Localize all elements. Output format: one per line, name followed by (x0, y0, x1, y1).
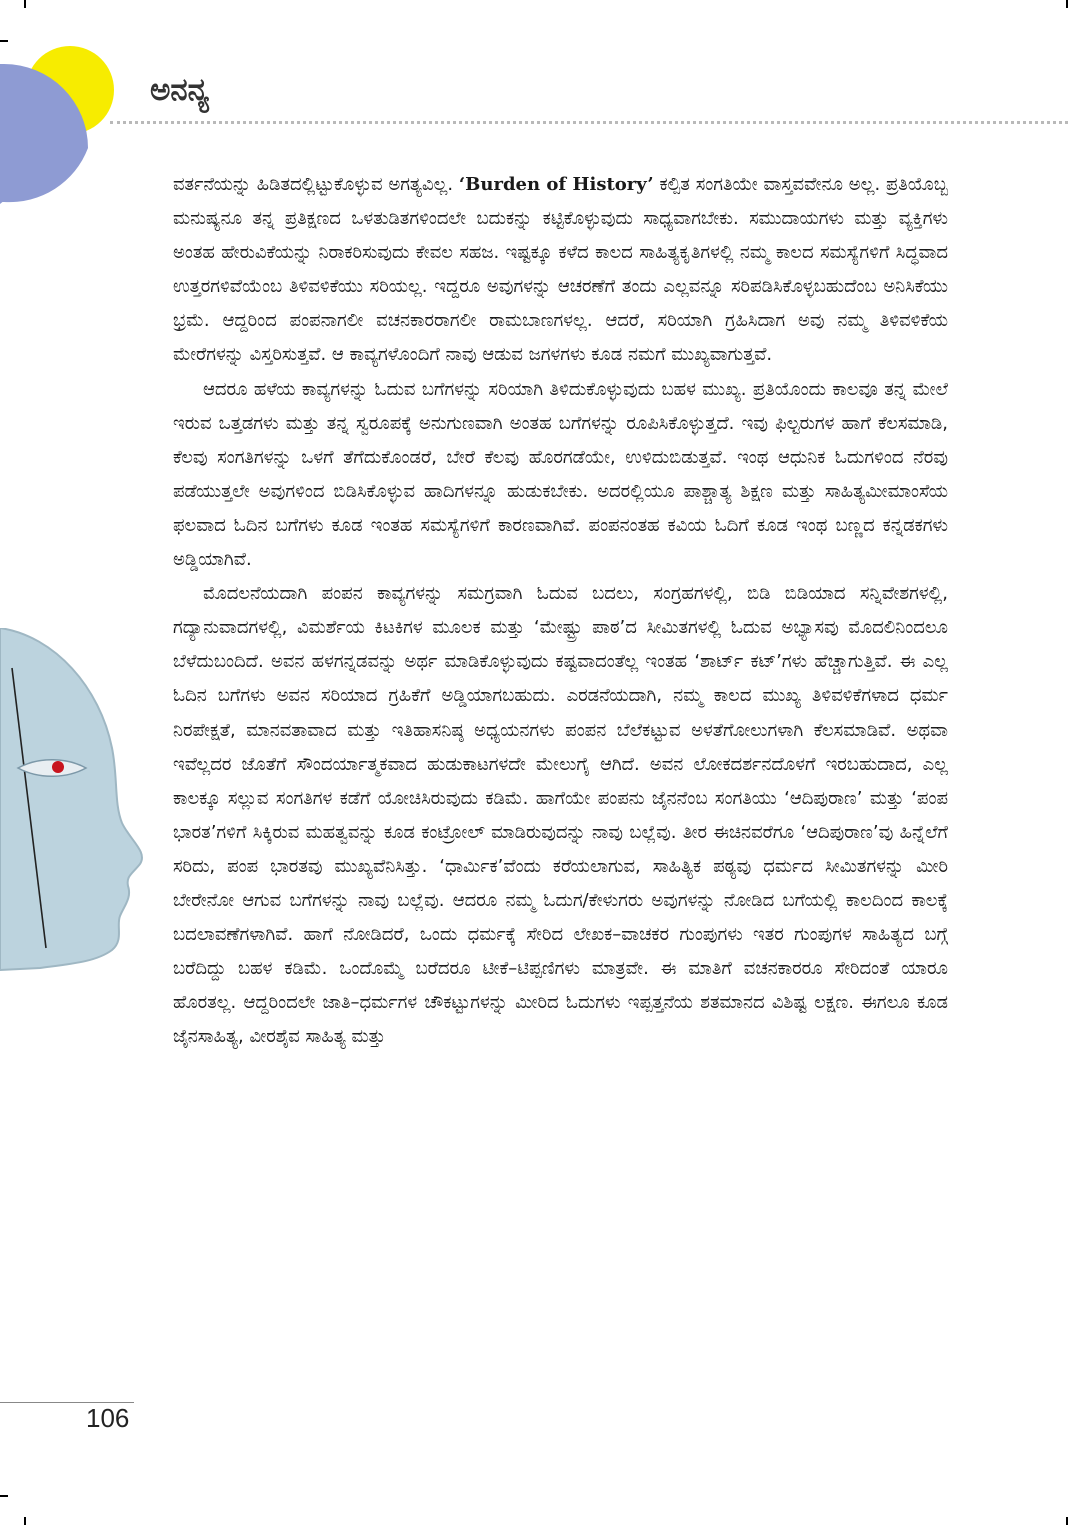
paragraph-3: ಮೊದಲನೆಯದಾಗಿ ಪಂಪನ ಕಾವ್ಯಗಳನ್ನು ಸಮಗ್ರವಾಗಿ ಓದುವ ಬದಲು, ಸಂಗ್ರಹಗಳಲ್ಲಿ, ಬಿಡಿ ಬಿಡಿಯಾದ ಸನ್ನಿವೇಶಗಳಲ್ಲಿ, ಗದ್ಯಾನುವಾದಗಳಲ್ಲಿ, ವಿಮರ್ಶೆಯ ಕಿಟಕಿಗಳ ಮೂಲಕ ಮತ್ತು ‘ಮೇಷ್ಟ್ರು ಪಾಠ’ದ ಸೀಮಿತಗಳಲ್ಲಿ ಓದುವ ಅಭ್ಯಾಸವು ಮೊದಲಿನಿಂದಲೂ ಬೆಳೆದುಬಂದಿದೆ. ಅವನ ಹಳಗನ್ನಡವನ್ನು ಅರ್ಥ ಮಾಡಿಕೊಳ್ಳುವುದು ಕಷ್ಟವಾದಂತೆಲ್ಲ ಇಂತಹ ‘ಶಾರ್ಟ್ ಕಟ್’ಗಳು ಹೆಚ್ಚಾಗುತ್ತಿವೆ. ಈ ಎಲ್ಲ ಓದಿನ ಬಗೆಗಳು ಅವನ ಸರಿಯಾದ ಗ್ರಹಿಕೆಗೆ ಅಡ್ಡಿಯಾಗಬಹುದು. ಎರಡನೆಯದಾಗಿ, ನಮ್ಮ ಕಾಲದ ಮುಖ್ಯ ತಿಳಿವಳಿಕೆಗಳಾದ ಧರ್ಮ ನಿರಪೇಕ್ಷತೆ, ಮಾನವತಾವಾದ ಮತ್ತು ಇತಿಹಾಸನಿಷ್ಠ ಅಧ್ಯಯನಗಳು ಪಂಪನ ಬೆಲೆಕಟ್ಟುವ ಅಳತೆಗೋಲುಗಳಾಗಿ ಕೆಲಸಮಾಡಿವೆ. ಅಥವಾ ಇವೆಲ್ಲದರ ಜೊತೆಗೆ ಸೌಂದರ್ಯಾತ್ಮಕವಾದ ಹುಡುಕಾಟಗಳದೇ ಮೇಲುಗೈ ಆಗಿದೆ. ಅವನ ಲೋಕದರ್ಶನದೊಳಗೆ ಇರಬಹುದಾದ, ಎಲ್ಲ ಕಾಲಕ್ಕೂ ಸಲ್ಲುವ ಸಂಗತಿಗಳ ಕಡೆಗೆ ಯೋಚಿಸಿರುವುದು ಕಡಿಮೆ. ಹಾಗೆಯೇ ಪಂಪನು ಜೈನನೆಂಬ ಸಂಗತಿಯು ‘ಆದಿಪುರಾಣ’ ಮತ್ತು ‘ಪಂಪ ಭಾರತ’ಗಳಿಗೆ ಸಿಕ್ಕಿರುವ ಮಹತ್ವವನ್ನು ಕೂಡ ಕಂಟ್ರೋಲ್ ಮಾಡಿರುವುದನ್ನು ನಾವು ಬಲ್ಲೆವು. ತೀರ ಈಚಿನವರೆಗೂ ‘ಆದಿಪುರಾಣ’ವು ಹಿನ್ನೆಲೆಗೆ ಸರಿದು, ಪಂಪ ಭಾರತವು ಮುಖ್ಯವೆನಿಸಿತ್ತು. ‘ಧಾರ್ಮಿಕ’ವೆಂದು ಕರೆಯಲಾಗುವ, ಸಾಹಿತ್ಯಿಕ ಪಠ್ಯವು ಧರ್ಮದ ಸೀಮಿತಗಳನ್ನು ಮೀರಿ ಬೇರೇನೋ ಆಗುವ ಬಗೆಗಳನ್ನು ನಾವು ಬಲ್ಲೆವು. ಆದರೂ ನಮ್ಮ ಓದುಗ/ಕೇಳುಗರು ಅವುಗಳನ್ನು ನೋಡಿದ ಬಗೆಯಲ್ಲಿ ಕಾಲದಿಂದ ಕಾಲಕ್ಕೆ ಬದಲಾವಣೆಗಳಾಗಿವೆ. ಹಾಗೆ ನೋಡಿದರೆ, ಒಂದು ಧರ್ಮಕ್ಕೆ ಸೇರಿದ ಲೇಖಕ–ವಾಚಕರ ಗುಂಪುಗಳು ಇತರ ಗುಂಪುಗಳ ಸಾಹಿತ್ಯದ ಬಗ್ಗೆ ಬರೆದಿದ್ದು ಬಹಳ ಕಡಿಮೆ. ಒಂದೊಮ್ಮೆ ಬರೆದರೂ ಟೀಕೆ–ಟಿಪ್ಪಣಿಗಳು ಮಾತ್ರವೇ. ಈ ಮಾತಿಗೆ ವಚನಕಾರರೂ ಸೇರಿದಂತೆ ಯಾರೂ ಹೊರತಲ್ಲ. ಆದ್ದರಿಂದಲೇ ಜಾತಿ–ಧರ್ಮಗಳ ಚೌಕಟ್ಟುಗಳನ್ನು ಮೀರಿದ ಓದುಗಳು ಇಪ್ಪತ್ತನೆಯ ಶತಮಾನದ ವಿಶಿಷ್ಟ ಲಕ್ಷಣ. ಈಗಲೂ ಕೂಡ ಜೈನಸಾಹಿತ್ಯ, ವೀರಶೈವ ಸಾಹಿತ್ಯ ಮತ್ತು (173, 583, 949, 1048)
crop-mark-bottom-left (24, 1517, 26, 1525)
paragraph-1-rest: ಕಲ್ಪಿತ ಸಂಗತಿಯೇ ವಾಸ್ತವವೇನೂ ಅಲ್ಲ. ಪ್ರತಿಯೊಬ್ಬ ಮನುಷ್ಯನೂ ತನ್ನ ಪ್ರತಿಕ್ಷಣದ ಒಳತುಡಿತಗಳಿಂದಲೇ ಬದುಕನ್ನು ಕಟ್ಟಿಕೊಳ್ಳುವುದು ಸಾಧ್ಯವಾಗಬೇಕು. ಸಮುದಾಯಗಳು ಮತ್ತು ವ್ಯಕ್ತಿಗಳು ಅಂತಹ ಹೇರುವಿಕೆಯನ್ನು ನಿರಾಕರಿಸುವುದು ಕೇವಲ ಸಹಜ. ಇಷ್ಟಕ್ಕೂ ಕಳೆದ ಕಾಲದ ಸಾಹಿತ್ಯಕೃತಿಗಳಲ್ಲಿ ನಮ್ಮ ಕಾಲದ ಸಮಸ್ಯೆಗಳಿಗೆ ಸಿದ್ಧವಾದ ಉತ್ತರಗಳಿವೆಯೆಂಬ ತಿಳಿವಳಿಕೆಯು ಸರಿಯಲ್ಲ. ಇದ್ದರೂ ಅವುಗಳನ್ನು ಆಚರಣೆಗೆ ತಂದು ಎಲ್ಲವನ್ನೂ ಸರಿಪಡಿಸಿಕೊಳ್ಳಬಹುದೆಂಬ ಅನಿಸಿಕೆಯು ಭ್ರಮೆ. ಆದ್ದರಿಂದ ಪಂಪನಾಗಲೀ ವಚನಕಾರರಾಗಲೀ ರಾಮಬಾಣಗಳಲ್ಲ. ಆದರೆ, ಸರಿಯಾಗಿ ಗ್ರಹಿಸಿದಾಗ ಅವು ನಮ್ಮ ತಿಳಿವಳಿಕೆಯ ಮೇರೆಗಳನ್ನು ವಿಸ್ತರಿಸುತ್ತವೆ. ಆ ಕಾವ್ಯಗಳೊಂದಿಗೆ ನಾವು ಆಡುವ ಜಗಳಗಳು ಕೂಡ ನಮಗೆ ಮುಖ್ಯವಾಗುತ್ತವೆ. (173, 174, 949, 366)
crop-mark-left-lower (0, 1495, 8, 1497)
body-text (173, 168, 948, 1054)
header-dotted-rule (110, 121, 1068, 124)
crop-mark-bottom-right (1066, 1517, 1068, 1525)
head-silhouette (0, 628, 142, 970)
paragraph-1 (173, 168, 948, 373)
header-decoration (0, 40, 130, 250)
paragraph-2: ಆದರೂ ಹಳೆಯ ಕಾವ್ಯಗಳನ್ನು ಓದುವ ಬಗೆಗಳನ್ನು ಸರಿಯಾಗಿ ತಿಳಿದುಕೊಳ್ಳುವುದು ಬಹಳ ಮುಖ್ಯ. ಪ್ರತಿಯೊಂದು ಕಾಲವೂ ತನ್ನ ಮೇಲೆ ಇರುವ ಒತ್ತಡಗಳು ಮತ್ತು ತನ್ನ ಸ್ವರೂಪಕ್ಕೆ ಅನುಗುಣವಾಗಿ ಅಂತಹ ಬಗೆಗಳನ್ನು ರೂಪಿಸಿಕೊಳ್ಳುತ್ತದೆ. ಇವು ಫಿಲ್ಟರುಗಳ ಹಾಗೆ ಕೆಲಸಮಾಡಿ, ಕೆಲವು ಸಂಗತಿಗಳನ್ನು ಒಳಗೆ ತೆಗೆದುಕೊಂಡರೆ, ಬೇರೆ ಕೆಲವು ಹೊರಗಡೆಯೇ, ಉಳಿದುಬಿಡುತ್ತವೆ. ಇಂಥ ಆಧುನಿಕ ಓದುಗಳಿಂದ ನೆರವು ಪಡೆಯುತ್ತಲೇ ಅವುಗಳಿಂದ ಬಿಡಿಸಿಕೊಳ್ಳುವ ಹಾದಿಗಳನ್ನೂ ಹುಡುಕಬೇಕು. ಅದರಲ್ಲಿಯೂ ಪಾಶ್ಚಾತ್ಯ ಶಿಕ್ಷಣ ಮತ್ತು ಸಾಹಿತ್ಯಮೀಮಾಂಸೆಯ ಫಲವಾದ ಓದಿನ ಬಗೆಗಳು ಕೂಡ ಇಂತಹ ಸಮಸ್ಯೆಗಳಿಗೆ ಕಾರಣವಾಗಿವೆ. ಪಂಪನಂತಹ ಕವಿಯ ಓದಿಗೆ ಕೂಡ ಇಂಥ ಬಣ್ಣದ ಕನ್ನಡಕಗಳು ಅಡ್ಡಿಯಾಗಿವೆ. (173, 378, 948, 571)
crop-mark-top-left (24, 0, 26, 8)
head-profile-illustration (0, 628, 150, 988)
page-header-title: ಅನನ್ಯ (150, 72, 210, 108)
burden-of-history-phrase: ‘Burden of History’ (458, 174, 654, 195)
page-number: 106 (86, 1403, 130, 1433)
paragraph-1-start: ವರ್ತನೆಯನ್ನು ಹಿಡಿತದಲ್ಲಿಟ್ಟುಕೊಳ್ಳುವ ಅಗತ್ಯವಿಲ್ಲ. (173, 174, 459, 195)
red-eye-icon (52, 761, 64, 773)
crop-mark-top-right (1066, 0, 1068, 8)
